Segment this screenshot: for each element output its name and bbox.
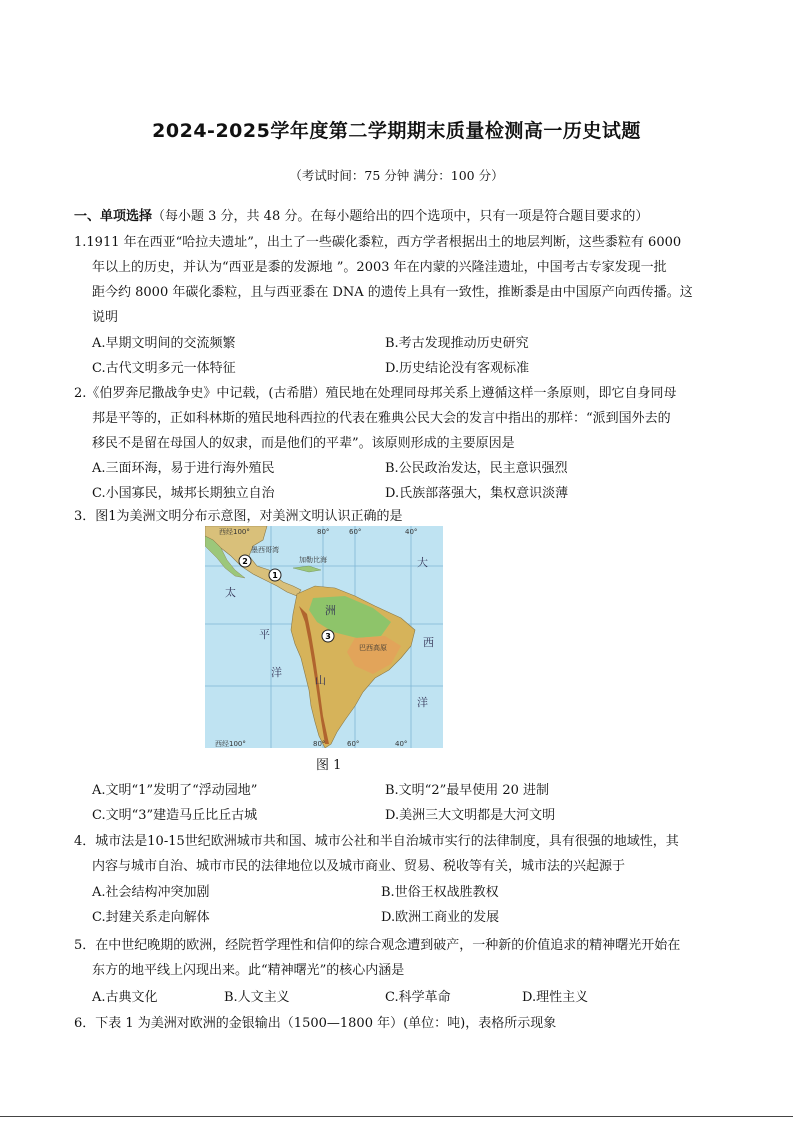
- label-w80-bottom: 80°: [313, 740, 326, 748]
- label-caribbean: 加勒比海: [299, 556, 327, 564]
- question-1-option-a[interactable]: A.早期文明间的交流频繁: [92, 336, 236, 351]
- question-1-option-d[interactable]: D.历史结论没有客观标准: [385, 361, 530, 376]
- question-5-option-b[interactable]: B.人文主义: [224, 990, 290, 1005]
- label-xi: 西: [423, 636, 434, 649]
- label-w60-bottom: 60°: [347, 740, 360, 748]
- question-3-option-c[interactable]: C.文明“3”建造马丘比丘古城: [92, 808, 258, 823]
- marker-3-label: 3: [325, 632, 331, 641]
- question-3-option-d[interactable]: D.美洲三大文明都是大河文明: [385, 808, 556, 823]
- label-mexico-gulf: 墨西哥湾: [251, 546, 279, 554]
- question-2-option-b[interactable]: B.公民政治发达，民主意识强烈: [385, 461, 568, 476]
- marker-2-label: 2: [242, 557, 248, 566]
- question-4-line-2: 内容与城市自治、城市市民的法律地位以及城市商业、贸易、税收等有关，城市法的兴起源于: [92, 859, 626, 874]
- map-svg: [205, 526, 443, 748]
- question-2-option-d[interactable]: D.氏族部落强大，集权意识淡薄: [385, 486, 569, 501]
- label-w40-top: 40°: [405, 528, 418, 536]
- question-2-line-3: 移民不是留在母国人的奴隶，而是他们的平辈”。该原则形成的主要原因是: [92, 436, 515, 451]
- americas-civilization-map: [205, 526, 443, 748]
- question-4-option-a[interactable]: A.社会结构冲突加剧: [92, 885, 210, 900]
- question-5-option-a[interactable]: A.古典文化: [92, 990, 158, 1005]
- question-1-option-b[interactable]: B.考古发现推动历史研究: [385, 336, 529, 351]
- label-yang-atlantic: 洋: [417, 696, 428, 709]
- question-5-option-c[interactable]: C.科学革命: [385, 990, 451, 1005]
- label-w60-top: 60°: [349, 528, 362, 536]
- question-5-option-d[interactable]: D.理性主义: [522, 990, 589, 1005]
- label-w100-bottom: 西经100°: [215, 740, 246, 748]
- section-heading: [74, 205, 648, 224]
- question-3-option-a[interactable]: A.文明“1”发明了“浮动园地”: [92, 783, 258, 798]
- question-3-line-1: 3．图1为美洲文明分布示意图，对美洲文明认识正确的是: [74, 509, 403, 524]
- label-shan: 山: [315, 674, 326, 687]
- label-zhou: 洲: [325, 604, 336, 617]
- question-2-option-c[interactable]: C.小国寡民，城邦长期独立自治: [92, 486, 275, 501]
- label-tai: 太: [225, 586, 236, 599]
- question-4-option-b[interactable]: B.世俗王权战胜教权: [381, 885, 499, 900]
- label-brazil-plateau: 巴西高原: [359, 644, 387, 652]
- exam-title: 2024-2025学年度第二学期期末质量检测高一历史试题: [152, 120, 641, 142]
- question-3-option-b[interactable]: B.文明“2”最早使用 20 进制: [385, 783, 550, 798]
- question-1-line-1: 1.1911 年在西亚“哈拉夫遗址”，出土了一些碳化黍粒，西方学者根据出土的地层判断，这些黍粒有 6000: [74, 235, 682, 250]
- question-4-line-1: 4．城市法是10-15世纪欧洲城市共和国、城市公社和半自治城市实行的法律制度，具有很强的地域性，其: [74, 834, 679, 849]
- question-1-line-4: 说明: [92, 310, 119, 325]
- label-ping: 平: [259, 628, 270, 641]
- label-w100-top: 西经100°: [219, 528, 250, 536]
- question-6-line-1: 6．下表 1 为美洲对欧洲的金银输出（1500—1800 年）(单位：吨)，表格所示现象: [74, 1016, 557, 1031]
- marker-1-label: 1: [272, 571, 278, 580]
- question-4-option-c[interactable]: C.封建关系走向解体: [92, 910, 210, 925]
- question-1-line-2: 年以上的历史，并认为“西亚是黍的发源地 ”。2003 年在内蒙的兴隆洼遗址，中国考古专家发现一批: [92, 260, 667, 275]
- exam-subtitle: （考试时间：75 分钟 满分：100 分）: [289, 168, 504, 183]
- section-note: （每小题 3 分，共 48 分。在每小题给出的四个选项中，只有一项是符合题目要求的）: [152, 209, 649, 224]
- section-label: 一、单项选择: [74, 209, 153, 224]
- label-w40-bottom: 40°: [395, 740, 408, 748]
- label-yang-pacific: 洋: [271, 666, 282, 679]
- question-4-option-d[interactable]: D.欧洲工商业的发展: [381, 910, 500, 925]
- label-da: 大: [417, 556, 428, 569]
- question-5-line-1: 5．在中世纪晚期的欧洲，经院哲学理性和信仰的综合观念遭到破产，一种新的价值追求的精神曙光开始在: [74, 938, 681, 953]
- question-5-line-2: 东方的地平线上闪现出来。此“精神曙光”的核心内涵是: [92, 963, 405, 978]
- question-2-line-2: 邦是平等的，正如科林斯的殖民地科西拉的代表在雅典公民大会的发言中指出的那样：“派到国外去的: [92, 411, 671, 426]
- question-1-line-3: 距今约 8000 年碳化黍粒，且与西亚黍在 DNA 的遗传上具有一致性，推断黍是由中国原产向西传播。这: [92, 285, 693, 300]
- figure-1-caption: 图 1: [316, 758, 342, 773]
- label-w80-top: 80°: [317, 528, 330, 536]
- page-bottom-rule: [0, 1116, 793, 1117]
- question-1-option-c[interactable]: C.古代文明多元一体特征: [92, 361, 236, 376]
- question-2-line-1: 2.《伯罗奔尼撒战争史》中记载，(古希腊）殖民地在处理同母邦关系上遵循这样一条原则，即它自身同母: [74, 386, 677, 401]
- question-2-option-a[interactable]: A.三面环海，易于进行海外殖民: [92, 461, 275, 476]
